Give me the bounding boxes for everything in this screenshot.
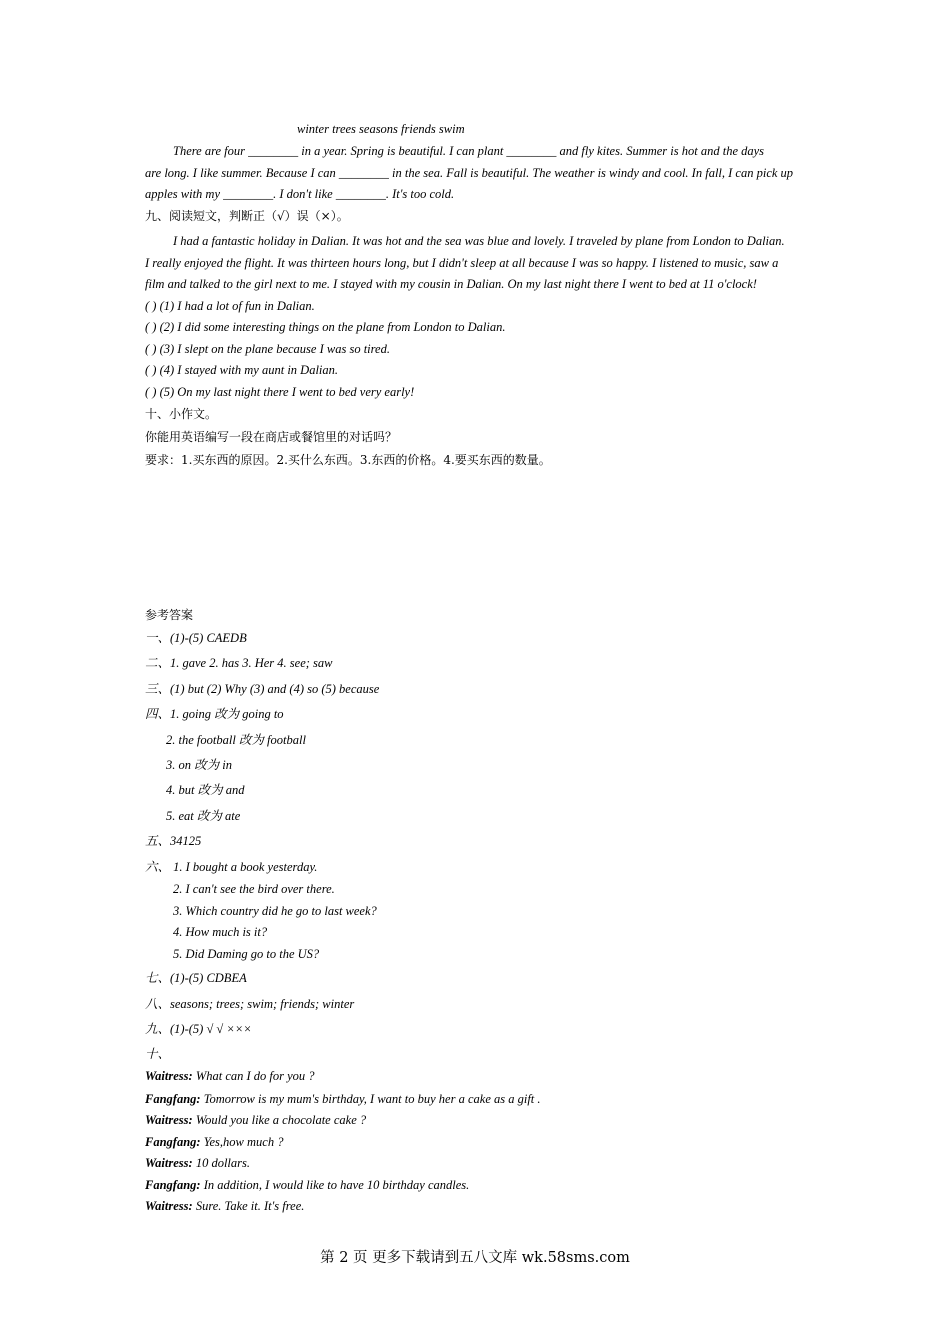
answer-line: 六、 1. I bought a book yesterday. [145, 860, 318, 874]
speaker-name: Fangfang: [145, 1135, 201, 1149]
speaker-name: Waitress: [145, 1156, 193, 1170]
reading-line: I had a fantastic holiday in Dalian. It was hot and the sea was blue and lovely. I traveled by plane from London to Dalian. [173, 234, 785, 248]
speaker-name: Waitress: [145, 1069, 193, 1083]
judge-item: ( ) (1) I had a lot of fun in Dalian. [145, 299, 315, 313]
dialogue-text: Tomorrow is my mum's birthday, I want to buy her a cake as a gift . [200, 1092, 541, 1106]
speaker-name: Fangfang: [145, 1092, 201, 1106]
speaker-name: Fangfang: [145, 1178, 201, 1192]
answer-line: 2. the football 改为 football [166, 733, 306, 747]
judge-item: ( ) (5) On my last night there I went to bed very early! [145, 385, 415, 399]
word-bank: winter trees seasons friends swim [297, 122, 465, 136]
reading-line: I really enjoyed the flight. It was thirteen hours long, but I didn't sleep at all because I was so happy. I listened to music, saw a [145, 256, 779, 270]
answers-title: 参考答案 [145, 608, 194, 622]
dialogue-line [145, 1178, 469, 1192]
answer-line: 2. I can't see the bird over there. [173, 882, 335, 896]
speaker-name: Waitress: [145, 1199, 193, 1213]
dialogue-line [145, 1069, 315, 1083]
answer-line: 3. Which country did he go to last week? [173, 904, 377, 918]
passage-line: are long. I like summer. Because I can ________ in the sea. Fall is beautiful. The weather is windy and cool. In fall, I can pick up [145, 166, 794, 180]
answer-line: 五、34125 [145, 834, 202, 848]
answer-line: 九、(1)-(5) √ √ ××× [145, 1022, 252, 1036]
answer-line: 十、 [145, 1047, 171, 1061]
dialogue-line [145, 1156, 250, 1170]
passage-line: apples with my ________. I don't like ________. It's too cold. [145, 187, 455, 201]
dialogue-line [145, 1092, 541, 1106]
dialogue-line [145, 1113, 366, 1127]
judge-item: ( ) (2) I did some interesting things on the plane from London to Dalian. [145, 320, 506, 334]
dialogue-text: What can I do for you ? [192, 1069, 315, 1083]
answer-line: 三、(1) but (2) Why (3) and (4) so (5) because [145, 682, 380, 696]
answer-line: 七、(1)-(5) CDBEA [145, 971, 247, 985]
answer-line: 四、1. going 改为 going to [145, 707, 284, 721]
writing-question: 你能用英语编写一段在商店或餐馆里的对话吗？ [145, 430, 398, 444]
dialogue-line [145, 1135, 283, 1149]
answer-line: 4. How much is it? [173, 925, 268, 939]
page-footer: 第 2 页 更多下载请到五八文库 wk.58sms.com [320, 1250, 630, 1266]
section-heading: 九、阅读短文，判断正（√）误（×）。 [145, 209, 349, 223]
answer-line: 5. Did Daming go to the US? [173, 947, 320, 961]
dialogue-text: Yes,how much ? [200, 1135, 284, 1149]
dialogue-text: Sure. Take it. It's free. [192, 1199, 305, 1213]
answer-line: 一、(1)-(5) CAEDB [145, 631, 247, 645]
dialogue-line [145, 1199, 304, 1213]
answer-line: 3. on 改为 in [166, 758, 232, 772]
judge-item: ( ) (4) I stayed with my aunt in Dalian. [145, 363, 339, 377]
writing-requirement: 要求：1.买东西的原因。2.买什么东西。3.东西的价格。4.要买东西的数量。 [145, 453, 551, 467]
passage-line: There are four ________ in a year. Spring is beautiful. I can plant ________ and fly kites. Summer is hot and the days [173, 144, 765, 158]
dialogue-text: 10 dollars. [192, 1156, 250, 1170]
reading-line: film and talked to the girl next to me. I stayed with my cousin in Dalian. On my last night there I went to bed at 11 o'clock! [145, 277, 757, 291]
answer-line: 5. eat 改为 ate [166, 809, 241, 823]
dialogue-text: In addition, I would like to have 10 birthday candles. [200, 1178, 470, 1192]
answer-line: 二、1. gave 2. has 3. Her 4. see; saw [145, 656, 333, 670]
answer-line: 八、seasons; trees; swim; friends; winter [145, 997, 355, 1011]
dialogue-text: Would you like a chocolate cake ? [192, 1113, 367, 1127]
section-heading: 十、小作文。 [145, 407, 218, 421]
judge-item: ( ) (3) I slept on the plane because I was so tired. [145, 342, 390, 356]
answer-line: 4. but 改为 and [166, 783, 245, 797]
speaker-name: Waitress: [145, 1113, 193, 1127]
